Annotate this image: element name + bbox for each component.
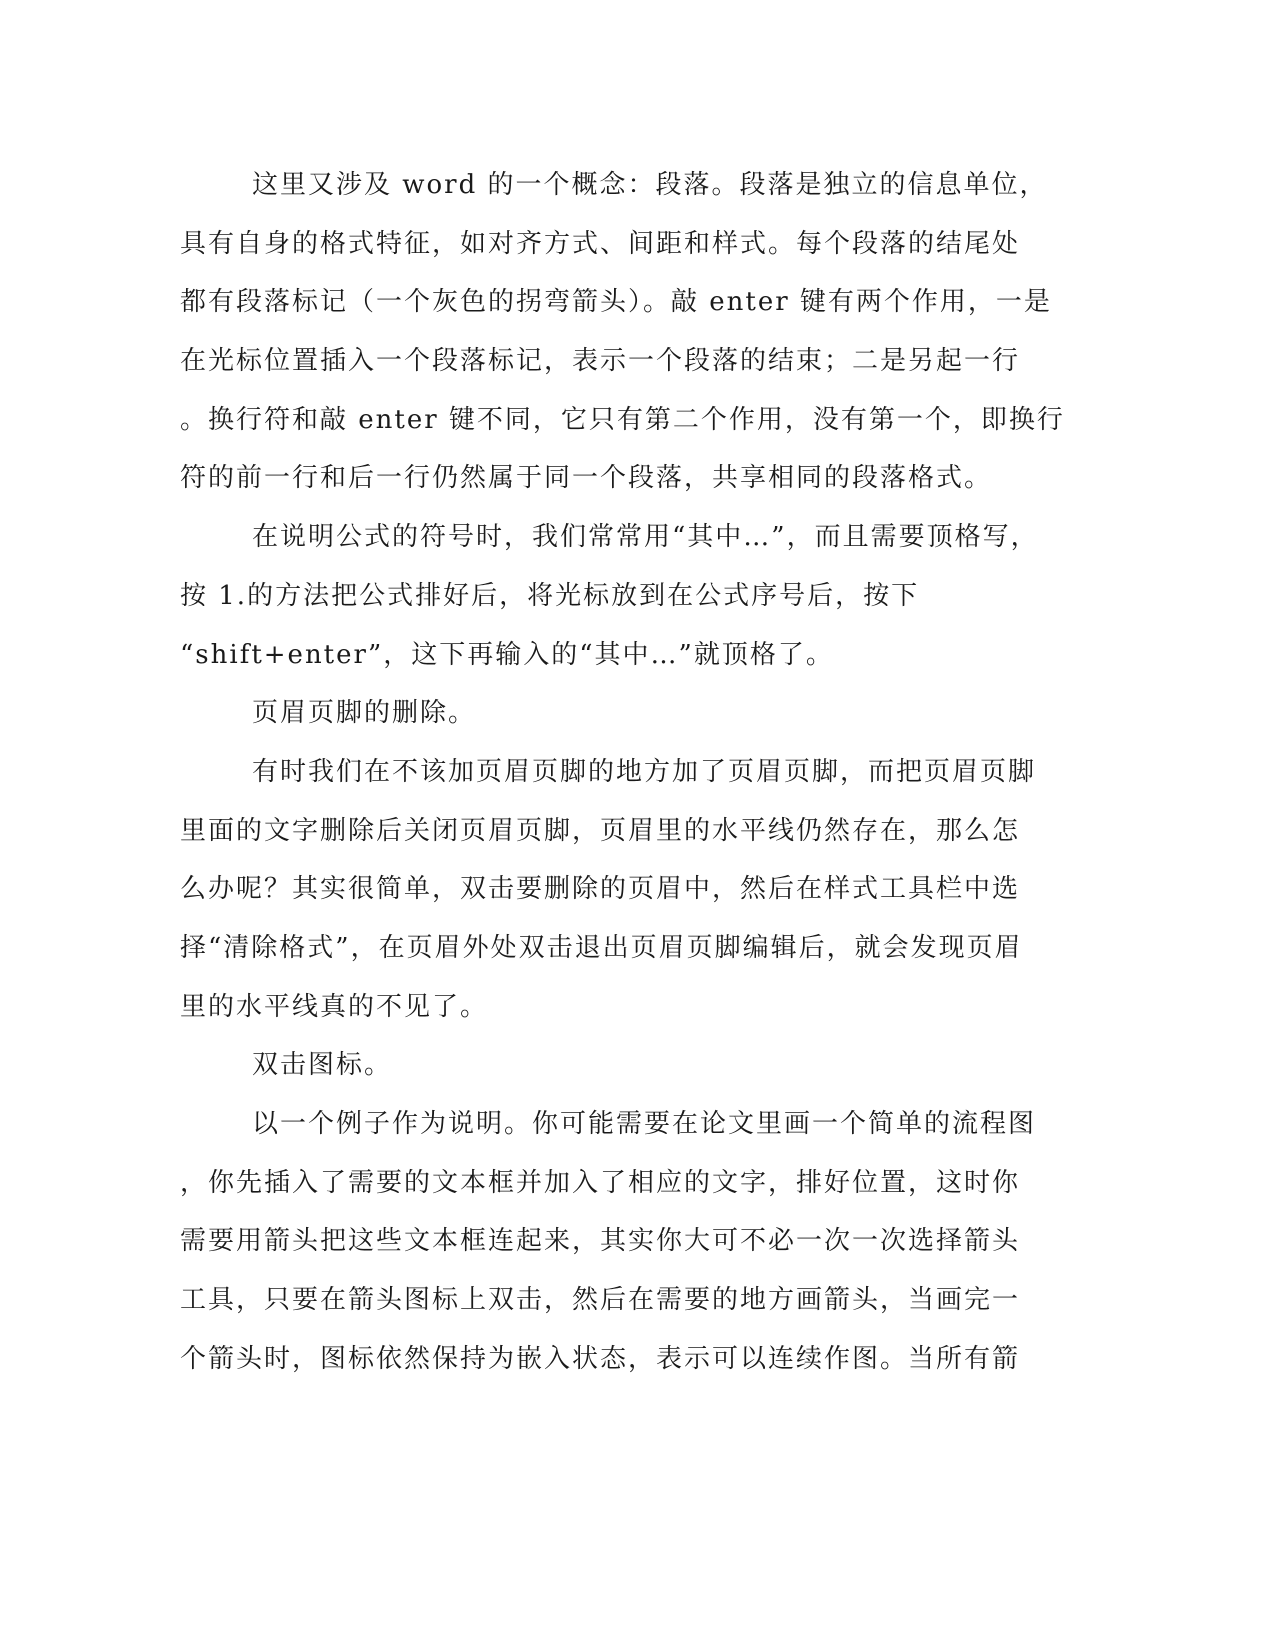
text-line: 里的水平线真的不见了。 (180, 991, 489, 1022)
text-line: 这里又涉及 word 的一个概念：段落。段落是独立的信息单位， (252, 170, 1048, 200)
text-line: 符的前一行和后一行仍然属于同一个段落，共享相同的段落格式。 (180, 463, 993, 494)
document-body (180, 156, 1065, 1388)
text-line: 以一个例子作为说明。你可能需要在论文里画一个简单的流程图 (252, 1109, 1037, 1139)
text-line: 。换行符和敲 enter 键不同，它只有第二个作用，没有第一个，即换行 (180, 404, 1065, 435)
section-heading: 双击图标。 (252, 1050, 393, 1081)
text-line: 在光标位置插入一个段落标记，表示一个段落的结束；二是另起一行 (180, 346, 1021, 377)
text-line: 里面的文字删除后关闭页眉页脚，页眉里的水平线仍然存在，那么怎 (180, 815, 1021, 846)
text-line: 么办呢？其实很简单，双击要删除的页眉中，然后在样式工具栏中选 (180, 874, 1021, 905)
text-line: 具有自身的格式特征，如对齐方式、间距和样式。每个段落的结尾处 (180, 228, 1021, 259)
text-line: 工具，只要在箭头图标上双击，然后在需要的地方画箭头，当画完一 (180, 1285, 1021, 1316)
text-line: 按 1.的方法把公式排好后，将光标放到在公式序号后，按下 (180, 580, 920, 611)
text-line: 有时我们在不该加页眉页脚的地方加了页眉页脚，而把页眉页脚 (252, 756, 1037, 787)
text-line: 个箭头时，图标依然保持为嵌入状态，表示可以连续作图。当所有箭 (180, 1343, 1021, 1374)
section-heading: 页眉页脚的删除。 (252, 698, 477, 729)
text-line: 需要用箭头把这些文本框连起来，其实你大可不必一次一次选择箭头 (180, 1226, 1021, 1257)
text-line: 在说明公式的符号时，我们常常用“其中…”，而且需要顶格写， (252, 522, 1039, 553)
text-line: 择“清除格式”，在页眉外处双击退出页眉页脚编辑后，就会发现页眉 (180, 932, 1023, 963)
text-line: ，你先插入了需要的文本框并加入了相应的文字，排好位置，这时你 (180, 1167, 1021, 1198)
text-line: 都有段落标记（一个灰色的拐弯箭头）。敲 enter 键有两个作用，一是 (180, 287, 1052, 318)
text-line: “shift+enter”，这下再输入的“其中…”就顶格了。 (180, 639, 834, 670)
